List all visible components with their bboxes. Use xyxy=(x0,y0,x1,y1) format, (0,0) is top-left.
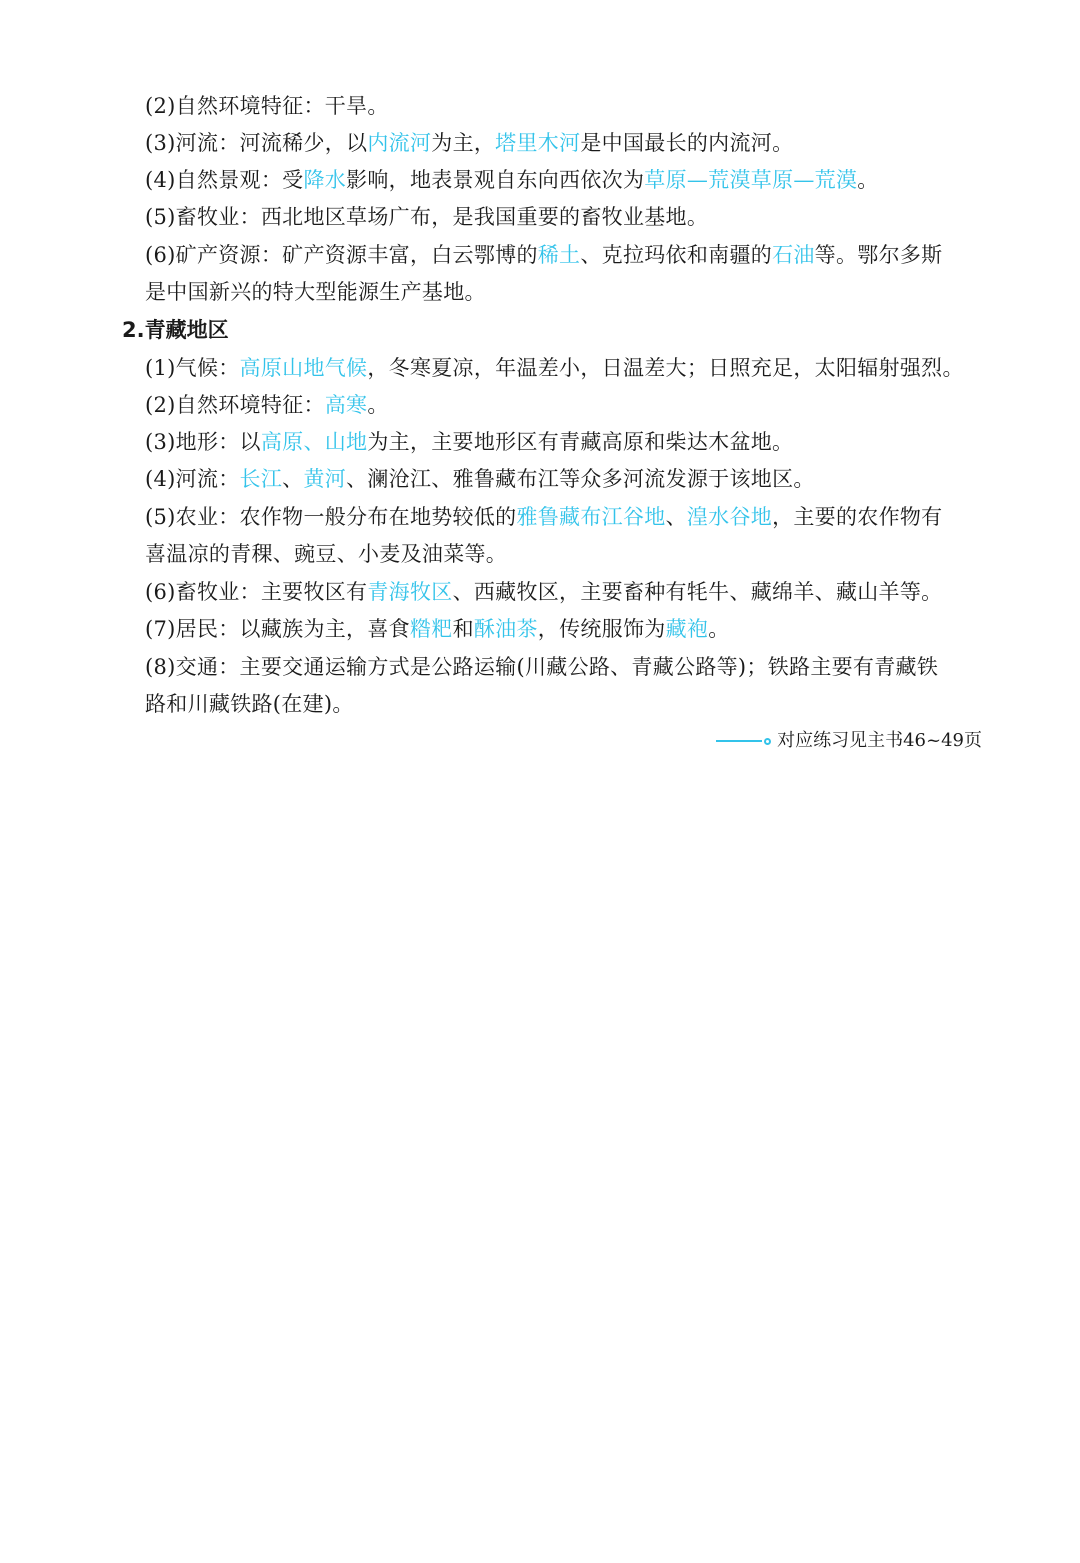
text: ，传统服饰为 xyxy=(537,617,666,641)
reference-text: 对应练习见主书46~49页 xyxy=(777,730,982,751)
text: 、克拉玛依和南疆的 xyxy=(580,243,773,267)
highlight-text: 降水 xyxy=(303,168,347,192)
text: 等。鄂尔多斯 xyxy=(814,243,943,267)
tibet-item-8-continued xyxy=(145,686,985,723)
text: 、 xyxy=(282,467,304,491)
text: (8)交通：主要交通运输方式是公路运输(川藏公路、青藏公路等)；铁路主要有青藏铁 xyxy=(145,655,939,679)
reference-line-icon xyxy=(716,740,762,742)
northwest-item-5 xyxy=(145,199,985,236)
exercise-reference xyxy=(716,727,982,755)
highlight-text: 塔里木河 xyxy=(495,131,581,155)
text: 喜温凉的青稞、豌豆、小麦及油菜等。 xyxy=(145,542,508,566)
highlight-text: 酥油茶 xyxy=(473,617,538,641)
tibet-item-3 xyxy=(145,424,985,461)
text: 为主， xyxy=(431,131,496,155)
highlight-text: 长江 xyxy=(239,467,283,491)
northwest-item-6 xyxy=(145,237,985,274)
text: (3)河流：河流稀少，以 xyxy=(145,131,368,155)
text: 为主，主要地形区有青藏高原和柴达木盆地。 xyxy=(367,430,794,454)
text: 是中国最长的内流河。 xyxy=(580,131,794,155)
text: (1)气候： xyxy=(145,356,240,380)
text: 。 xyxy=(367,393,389,417)
tibet-item-5-continued xyxy=(145,536,985,573)
highlight-text: 雅鲁藏布江谷地 xyxy=(516,505,666,529)
highlight-text: 高原山地气候 xyxy=(239,356,368,380)
highlight-text: 石油 xyxy=(772,243,815,267)
northwest-item-6-continued xyxy=(145,274,985,311)
highlight-text: 高寒 xyxy=(324,393,368,417)
text: (5)畜牧业：西北地区草场广布，是我国重要的畜牧业基地。 xyxy=(145,205,709,229)
text: 、西藏牧区，主要畜种有牦牛、藏绵羊、藏山羊等。 xyxy=(452,580,943,604)
text: ，冬寒夏凉，年温差小，日温差大；日照充足，太阳辐射强烈。 xyxy=(367,356,964,380)
text: (7)居民：以藏族为主，喜食 xyxy=(145,617,410,641)
text: (4)自然景观：受 xyxy=(145,168,304,192)
reference-dot-icon xyxy=(764,738,771,745)
text: 和 xyxy=(452,617,474,641)
highlight-text: 草原—荒漠草原—荒漠 xyxy=(644,168,858,192)
highlight-text: 黄河 xyxy=(303,467,347,491)
tibet-item-2 xyxy=(145,387,985,424)
text: 影响，地表景观自东向西依次为 xyxy=(346,168,645,192)
northwest-item-2 xyxy=(145,88,985,125)
text: (4)河流： xyxy=(145,467,240,491)
highlight-text: 糌粑 xyxy=(409,617,453,641)
tibet-item-5 xyxy=(145,499,985,536)
text: 、 xyxy=(665,505,687,529)
tibet-item-1 xyxy=(145,350,985,387)
northwest-item-4 xyxy=(145,162,985,199)
highlight-text: 高原、山地 xyxy=(260,430,368,454)
text: 。 xyxy=(708,617,730,641)
highlight-text: 内流河 xyxy=(367,131,432,155)
tibet-item-8 xyxy=(145,649,985,686)
text: 是中国新兴的特大型能源生产基地。 xyxy=(145,280,486,304)
text: ，主要的农作物有 xyxy=(772,505,943,529)
text: (6)畜牧业：主要牧区有 xyxy=(145,580,368,604)
tibet-item-6 xyxy=(145,574,985,611)
highlight-text: 藏袍 xyxy=(665,617,709,641)
highlight-text: 稀土 xyxy=(537,243,581,267)
text: (6)矿产资源：矿产资源丰富，白云鄂博的 xyxy=(145,243,538,267)
highlight-text: 湟水谷地 xyxy=(686,505,773,529)
tibet-item-4 xyxy=(145,461,985,498)
text: 路和川藏铁路(在建)。 xyxy=(145,692,354,716)
text: (2)自然环境特征： xyxy=(145,393,325,417)
text: 。 xyxy=(857,168,879,192)
northwest-item-3 xyxy=(145,125,985,162)
text: (5)农业：农作物一般分布在地势较低的 xyxy=(145,505,517,529)
text: 、澜沧江、雅鲁藏布江等众多河流发源于该地区。 xyxy=(346,467,815,491)
highlight-text: 青海牧区 xyxy=(367,580,453,604)
section-heading-tibet: 2.青藏地区 xyxy=(122,318,229,342)
text: (2)自然环境特征：干旱。 xyxy=(145,94,389,118)
text: (3)地形：以 xyxy=(145,430,261,454)
tibet-item-7 xyxy=(145,611,985,648)
